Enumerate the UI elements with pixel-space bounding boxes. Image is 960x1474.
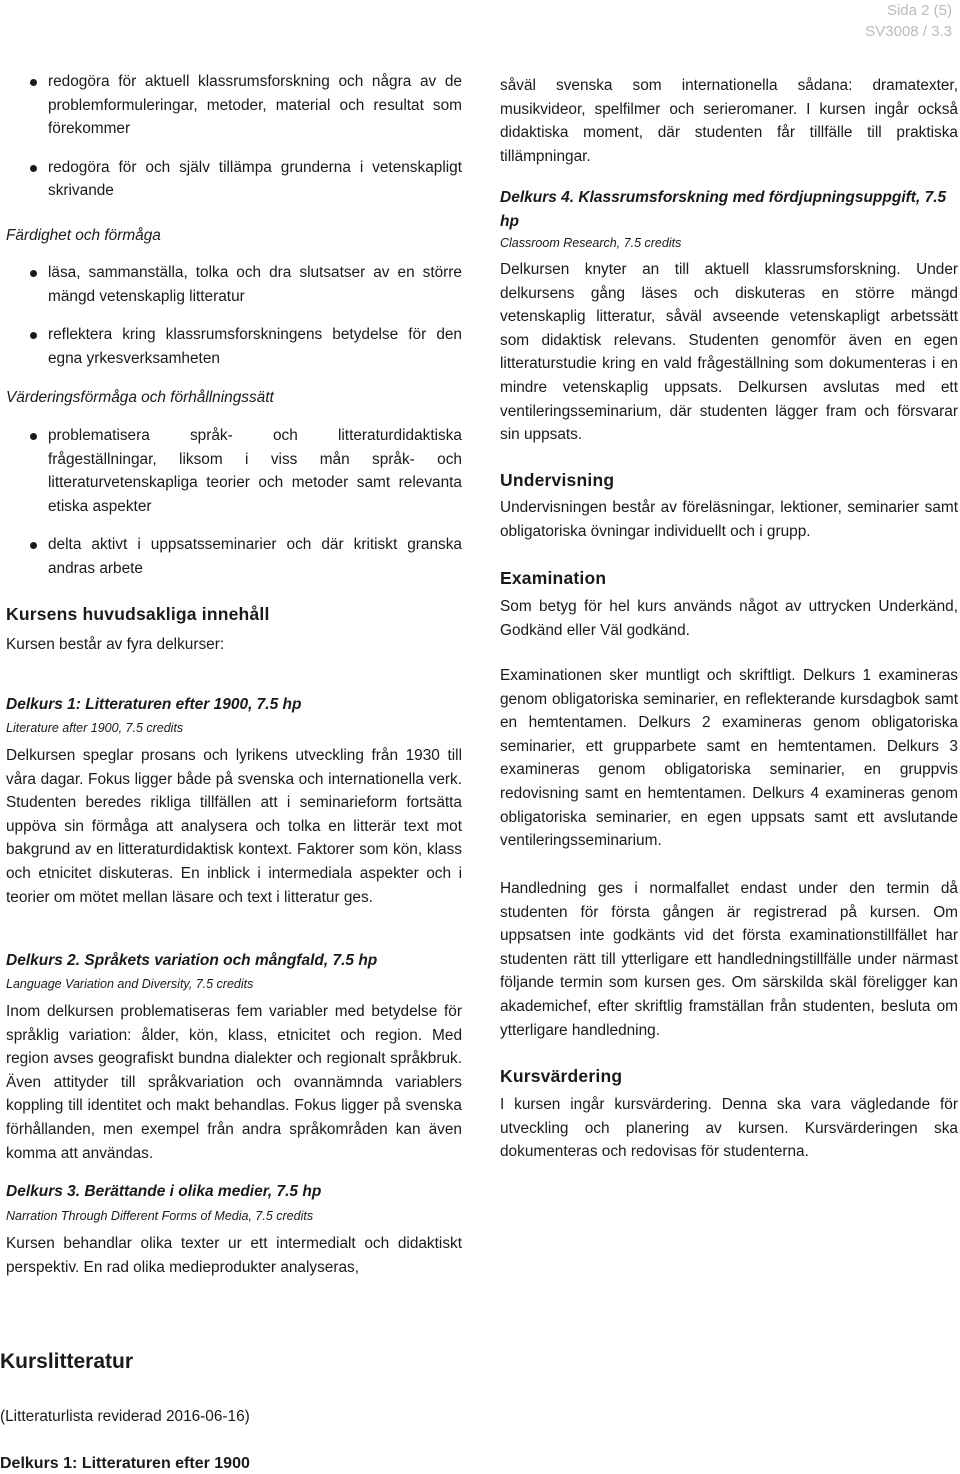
content-intro: Kursen består av fyra delkurser:	[6, 636, 225, 653]
part2-subtitle: Language Variation and Diversity, 7.5 credits	[6, 977, 254, 991]
teaching-heading: Undervisning	[500, 470, 615, 490]
part1-text: Delkursen speglar prosans och lyrikens utveckling från 1930 till våra dagar. Fokus ligger både på svenska och internationella verk. Studenten beredes rikliga tillfällen att i seminarieform fortsätta uppöva sin förmåga att analysera och tolka en litterär text mot bakgrund av en litteraturdidaktisk kontext. Faktorer som kön, klass och etnicitet diskuteras. En inblick i intermediala aspekter och i teorier om mötet mellan läsare och text i litteratur ges.	[6, 747, 462, 906]
list-item: reflektera kring klassrumsforskningens betydelse för den egna yrkesverksamheten	[6, 323, 462, 370]
part4-title: Delkurs 4. Klassrumsforskning med fördjupningsuppgift, 7.5 hp	[500, 189, 947, 230]
content-heading: Kursens huvudsakliga innehåll	[6, 604, 270, 624]
part3-continued: såväl svenska som internationella sådana: dramatexter, musikvideor, spelfilmer och serieromaner. I kursen ingår också didaktiska moment, där studenten får tillfälle till praktiska tillämpningar.	[500, 77, 958, 165]
part2-text: Inom delkursen problematiseras fem variabler med betydelse för språklig variation: ålder, kön, klass, etnicitet och region. Med region avses geografiskt bundna dialekter och regionalt språkbruk. Även attityder till språkvariation och ovannämnda variablers koppling till identitet och makt behandlas. Fokus ligger på svenska förhållanden, men exempel från andra språkområden kan även komma att användas.	[6, 1003, 462, 1162]
list-item: läsa, sammanställa, tolka och dra slutsatser av en större mängd vetenskaplig litteratur	[6, 261, 462, 308]
page-header	[865, 0, 952, 42]
course-code: SV3008 / 3.3	[865, 23, 952, 40]
part2-title: Delkurs 2. Språkets variation och mångfald, 7.5 hp	[6, 952, 378, 969]
teaching-text: Undervisningen består av föreläsningar, lektioner, seminarier samt obligatoriska övningar individuellt och i grupp.	[500, 499, 958, 540]
list-item: problematisera språk- och litteraturdidaktiska frågeställningar, liksom i viss mån språk- och litteraturvetenskapliga teorier och metoder samt relevanta etiska aspekter	[6, 424, 462, 518]
part3-text: Kursen behandlar olika texter ur ett intermedialt och didaktiskt perspektiv. En rad olika medieprodukter analyseras,	[6, 1235, 462, 1276]
values-heading: Värderingsförmåga och förhållningssätt	[6, 389, 274, 406]
revision-note: (Litteraturlista reviderad 2016-06-16)	[0, 1408, 250, 1425]
literature-heading: Kurslitteratur	[0, 1350, 134, 1373]
list-item: redogöra för aktuell klassrumsforskning och några av de problemformuleringar, metoder, material och resultat som förekommer	[6, 70, 462, 141]
part3-title: Delkurs 3. Berättande i olika medier, 7.5 hp	[6, 1183, 322, 1200]
exam-text-2: Examinationen sker muntligt och skriftligt. Delkurs 1 examineras genom obligatoriska seminarier, en reflekterande kursdagbok samt en hemtentamen. Delkurs 2 examineras genom obligatoriska seminarier, ett grupparbete samt en hemtentamen. Delkurs 3 examineras genom obligatoriska seminarier, en gruppvis redovisning samt en hemtentamen. Delkurs 4 examineras genom obligatoriska seminarier, en egen uppsats samt ett avslutande ventileringsseminarium.	[500, 667, 958, 850]
list-item: delta aktivt i uppsatsseminarier och där kritiskt granska andras arbete	[6, 533, 462, 580]
skills-heading: Färdighet och förmåga	[6, 227, 161, 244]
exam-text-1: Som betyg för hel kurs används något av uttrycken Underkänd, Godkänd eller Väl godkänd.	[500, 598, 958, 639]
exam-text-3: Handledning ges i normalfallet endast under den termin då studenten för första gången är registrerad på kursen. Om uppsatsen inte godkänts vid det första examinationstillfället har studenten rätt till ytterligare ett handledningstillfälle under närmast följande termin som kursen ges. Om särskilda skäl föreligger kan akademichef, efter skriftlig framställan från studenten, besluta om ytterligare handledning.	[500, 880, 958, 1039]
part4-text: Delkursen knyter an till aktuell klassrumsforskning. Under delkursens gång läses och diskuteras en större mängd vetenskaplig litteratur, såväl avseende vetenskapligt arbetssätt som didaktisk relevans. Studenten genomför även en egen litteraturstudie kring en vald frågeställning som dokumenteras i en mindre vetenskaplig uppsats. Delkursen avslutas med ett ventileringsseminarium, där studenten lägger fram och försvarar sin uppsats.	[500, 261, 958, 444]
literature-part1-heading: Delkurs 1: Litteraturen efter 1900	[0, 1455, 250, 1472]
skills-list	[6, 261, 462, 370]
part3-subtitle: Narration Through Different Forms of Media, 7.5 credits	[6, 1209, 314, 1223]
page-number: Sida 2 (5)	[886, 2, 952, 19]
part4-subtitle: Classroom Research, 7.5 credits	[500, 236, 682, 250]
exam-heading: Examination	[500, 568, 607, 588]
knowledge-list	[6, 70, 462, 203]
evaluation-heading: Kursvärdering	[500, 1066, 623, 1086]
list-item: redogöra för och själv tillämpa grunderna i vetenskapligt skrivande	[6, 156, 462, 203]
part1-title: Delkurs 1: Litteraturen efter 1900, 7.5 hp	[6, 696, 302, 713]
values-list	[6, 424, 462, 581]
part1-subtitle: Literature after 1900, 7.5 credits	[6, 721, 184, 735]
evaluation-text: I kursen ingår kursvärdering. Denna ska vara vägledande för utveckling och planering av kursen. Kursvärderingen ska dokumenteras och redovisas för studenterna.	[500, 1096, 958, 1161]
